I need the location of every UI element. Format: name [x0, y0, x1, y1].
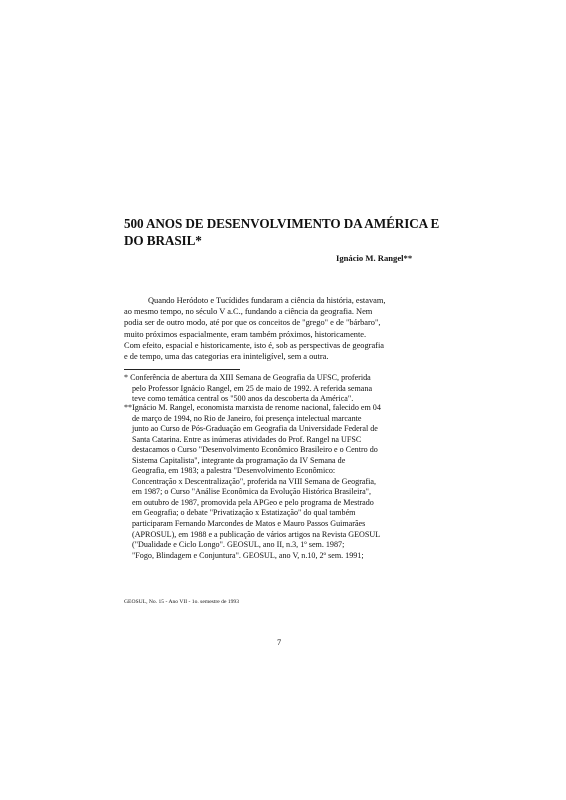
body-line: muito próximos espacialmente, eram também próximos, historicamente.	[124, 329, 367, 339]
title-line-2: DO BRASIL*	[124, 233, 202, 248]
body-line: e de tempo, uma das categorias era ininteligível, sem a outra.	[124, 352, 329, 362]
footnote-divider	[124, 369, 240, 370]
footnote-line: (APROSUL), em 1988 e a publicação de vários artigos na Revista GEOSUL	[132, 529, 381, 539]
footnote-line: pelo Professor Ignácio Rangel, em 25 de maio de 1992. A referida semana	[132, 383, 373, 393]
footnote-line: * Conferência de abertura da XIII Semana de Geografia da UFSC, proferida	[124, 373, 371, 382]
title-line-1: 500 ANOS DE DESENVOLVIMENTO DA AMÉRICA E	[124, 216, 440, 231]
footnote-line: junto ao Curso de Pós-Graduação em Geografia da Universidade Federal de	[132, 424, 378, 434]
footnote-line: Santa Catarina. Entre as inúmeras atividades do Prof. Rangel na UFSC	[132, 434, 362, 444]
footnote-line: **Ignácio M. Rangel, economista marxista de renome nacional, falecido em 04	[124, 403, 381, 412]
footnote-line: Geografia, em 1983; a palestra "Desenvolvimento Econômico:	[132, 466, 336, 476]
author-name: Ignácio M. Rangel**	[336, 253, 413, 263]
footnote-line: Concentração x Descentralização", proferida na VIII Semana de Geografia,	[132, 476, 377, 486]
footnote-line: participaram Fernando Marcondes de Matos e Mauro Passos Guimarães	[132, 519, 366, 529]
body-line: podia ser de outro modo, até por que os conceitos de "grego" e de "bárbaro",	[124, 318, 381, 328]
body-line: ao mesmo tempo, no século V a.C., fundando a ciência da geografia. Nem	[124, 307, 373, 317]
footnote-line: de março de 1994, no Rio de Janeiro, foi presença intelectual marcante	[132, 413, 362, 423]
journal-footer: GEOSUL, No. 15 - Ano VII - 1o. semestre de 1993	[124, 599, 240, 605]
footnote-line: ("Dualidade e Ciclo Longo". GEOSUL, ano II, n.3, 1º sem. 1987;	[132, 540, 345, 550]
article-title	[124, 215, 444, 249]
footnote-line: em outubro de 1987, promovida pela APGeo e pelo programa de Mestrado	[132, 497, 374, 507]
footnote-line: em Geografia; o debate "Privatização x Estatização" do qual também	[132, 508, 356, 518]
body-line: Com efeito, espacial e historicamente, isto é, sob as perspectivas de geografia	[124, 340, 384, 350]
body-paragraph	[124, 295, 444, 362]
footnote-line: teve como temática central os "500 anos da descoberta da América".	[132, 394, 354, 404]
footnote-2	[124, 403, 446, 561]
footnote-line: em 1987; o Curso "Análise Econômica da Evolução Histórica Brasileira",	[132, 487, 372, 497]
body-line: Quando Heródoto e Tucídides fundaram a ciência da história, estavam,	[148, 296, 386, 305]
footnote-1	[124, 373, 446, 405]
footnote-line: Sistema Capitalista", integrante da programação da IV Semana de	[132, 455, 346, 465]
footnote-line: destacamos o Curso "Desenvolvimento Econômico Brasileiro e o Centro do	[132, 445, 378, 455]
page-number: 7	[277, 638, 282, 647]
footnote-line: "Fogo, Blindagem e Conjuntura". GEOSUL, ano V, n.10, 2º sem. 1991;	[132, 550, 364, 560]
